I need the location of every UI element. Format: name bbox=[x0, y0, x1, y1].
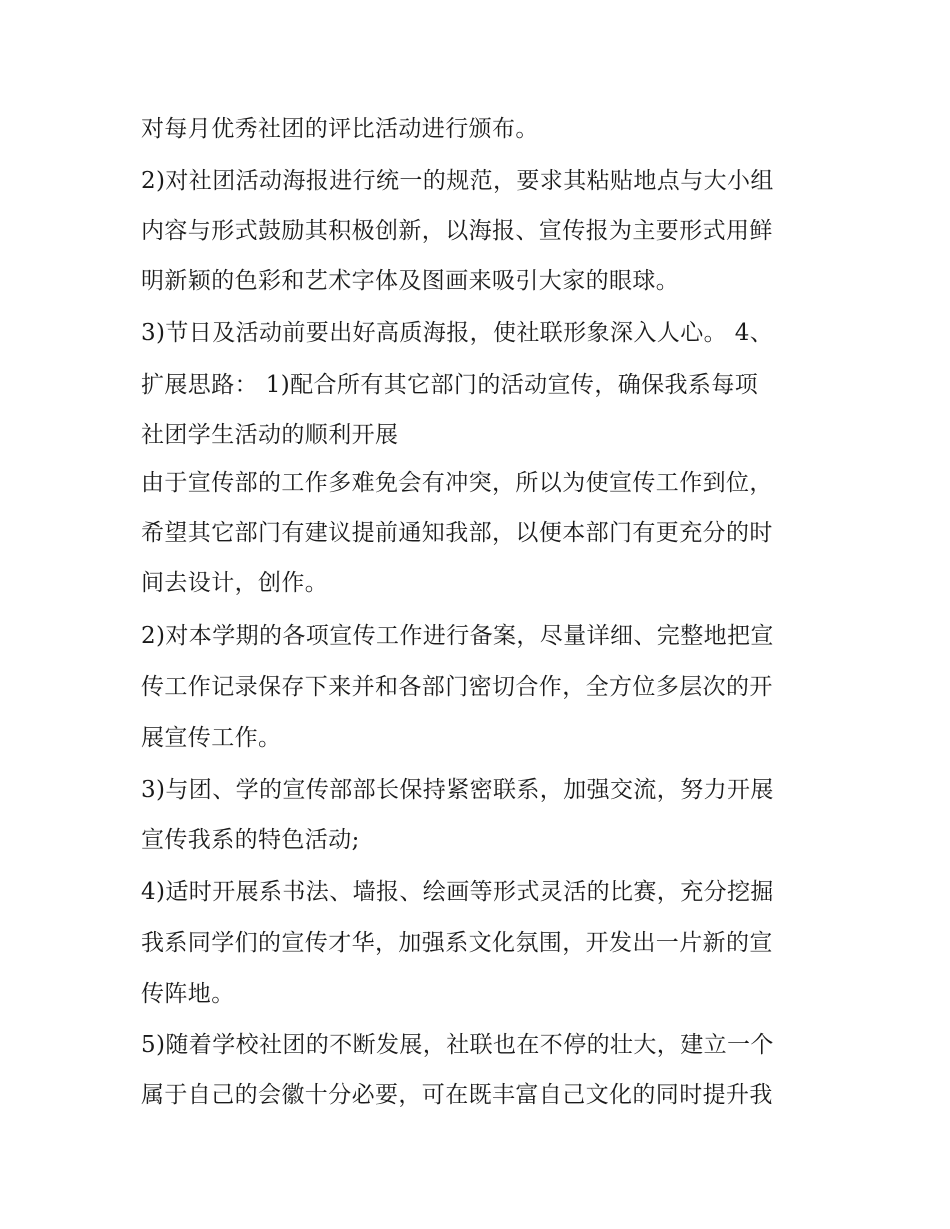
text-line: 明新颖的色彩和艺术字体及图画来吸引大家的眼球。 bbox=[141, 268, 680, 294]
text-line: 展宣传工作。 bbox=[141, 725, 282, 751]
text-line: 由于宣传部的工作多难免会有冲突，所以为使宣传工作到位， bbox=[141, 470, 773, 496]
text-line: 扩展思路： 1)配合所有其它部门的活动宣传，确保我系每项 bbox=[141, 372, 759, 398]
text-line: 间去设计，创作。 bbox=[141, 570, 329, 596]
text-line: 传工作记录保存下来并和各部门密切合作，全方位多层次的开 bbox=[141, 674, 773, 700]
text-line: 3)节日及活动前要出好高质海报，使社联形象深入人心。 4、 bbox=[141, 320, 774, 346]
text-line: 2)对本学期的各项宣传工作进行备案，尽量详细、完整地把宣 bbox=[141, 623, 774, 649]
text-line: 我系同学们的宣传才华，加强系文化氛围，开发出一片新的宣 bbox=[141, 930, 773, 956]
text-line: 社团学生活动的顺利开展 bbox=[141, 422, 399, 448]
text-line: 传阵地。 bbox=[141, 981, 235, 1007]
text-line: 2)对社团活动海报进行统一的规范，要求其粘贴地点与大小组 bbox=[141, 168, 774, 194]
text-line: 宣传我系的特色活动; bbox=[141, 827, 360, 853]
text-line: 3)与团、学的宣传部部长保持紧密联系，加强交流，努力开展 bbox=[141, 777, 774, 803]
text-line: 内容与形式鼓励其积极创新，以海报、宣传报为主要形式用鲜 bbox=[141, 218, 773, 244]
text-line: 属于自己的会徽十分必要，可在既丰富自己文化的同时提升我 bbox=[141, 1082, 773, 1108]
text-line: 对每月优秀社团的评比活动进行颁布。 bbox=[141, 116, 539, 142]
text-line: 希望其它部门有建议提前通知我部，以便本部门有更充分的时 bbox=[141, 520, 773, 546]
text-line: 4)适时开展系书法、墙报、绘画等形式灵活的比赛，充分挖掘 bbox=[141, 879, 774, 905]
text-line: 5)随着学校社团的不断发展，社联也在不停的壮大，建立一个 bbox=[141, 1032, 774, 1058]
